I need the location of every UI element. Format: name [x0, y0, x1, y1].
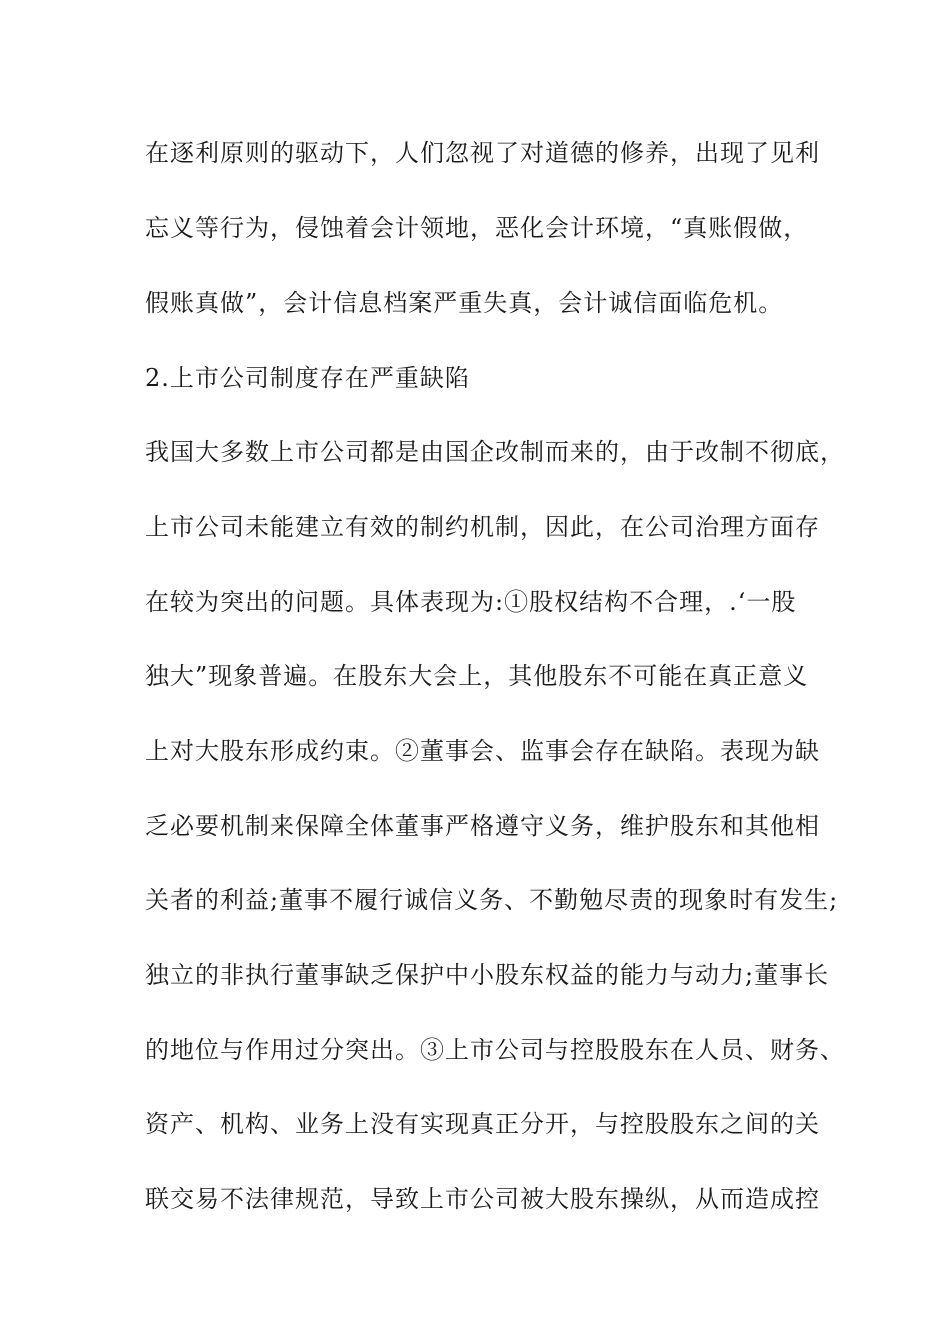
paragraph-1-line-1: 在逐利原则的驱动下，人们忽视了对道德的修养，出现了见利	[145, 139, 820, 167]
paragraph-2-line-5: 上对大股东形成约束。②董事会、监事会存在缺陷。表现为缺	[145, 737, 820, 765]
paragraph-2-line-9: 的地位与作用过分突出。③上市公司与控股股东在人员、财务、	[145, 1036, 845, 1064]
paragraph-2-line-8: 独立的非执行董事缺乏保护中小股东权益的能力与动力;董事长	[145, 961, 830, 989]
section-heading: 2.上市公司制度存在严重缺陷	[145, 364, 470, 392]
paragraph-2-line-7: 关者的利益;董事不履行诚信义务、不勤勉尽责的现象时有发生;	[145, 886, 839, 914]
paragraph-2-line-3: 在较为突出的问题。具体表现为:①股权结构不合理，.‘一股	[145, 588, 797, 616]
paragraph-2-line-1: 我国大多数上市公司都是由国企改制而来的，由于改制不彻底，	[145, 438, 845, 466]
paragraph-1-line-3: 假账真做”，会计信息档案严重失真，会计诚信面临危机。	[145, 289, 784, 317]
paragraph-2-line-10: 资产、机构、业务上没有实现真正分开，与控股股东之间的关	[145, 1110, 820, 1138]
paragraph-2-line-2: 上市公司未能建立有效的制约机制，因此，在公司治理方面存	[145, 513, 820, 541]
paragraph-2-line-6: 乏必要机制来保障全体董事严格遵守义务，维护股东和其他相	[145, 812, 820, 840]
paragraph-2-line-4: 独大”现象普遍。在股东大会上，其他股东不可能在真正意义	[145, 662, 809, 690]
paragraph-1-line-2: 忘义等行为，侵蚀着会计领地，恶化会计环境，“真账假做，	[145, 214, 809, 242]
paragraph-2-line-11: 联交易不法律规范，导致上市公司被大股东操纵，从而造成控	[145, 1185, 820, 1213]
